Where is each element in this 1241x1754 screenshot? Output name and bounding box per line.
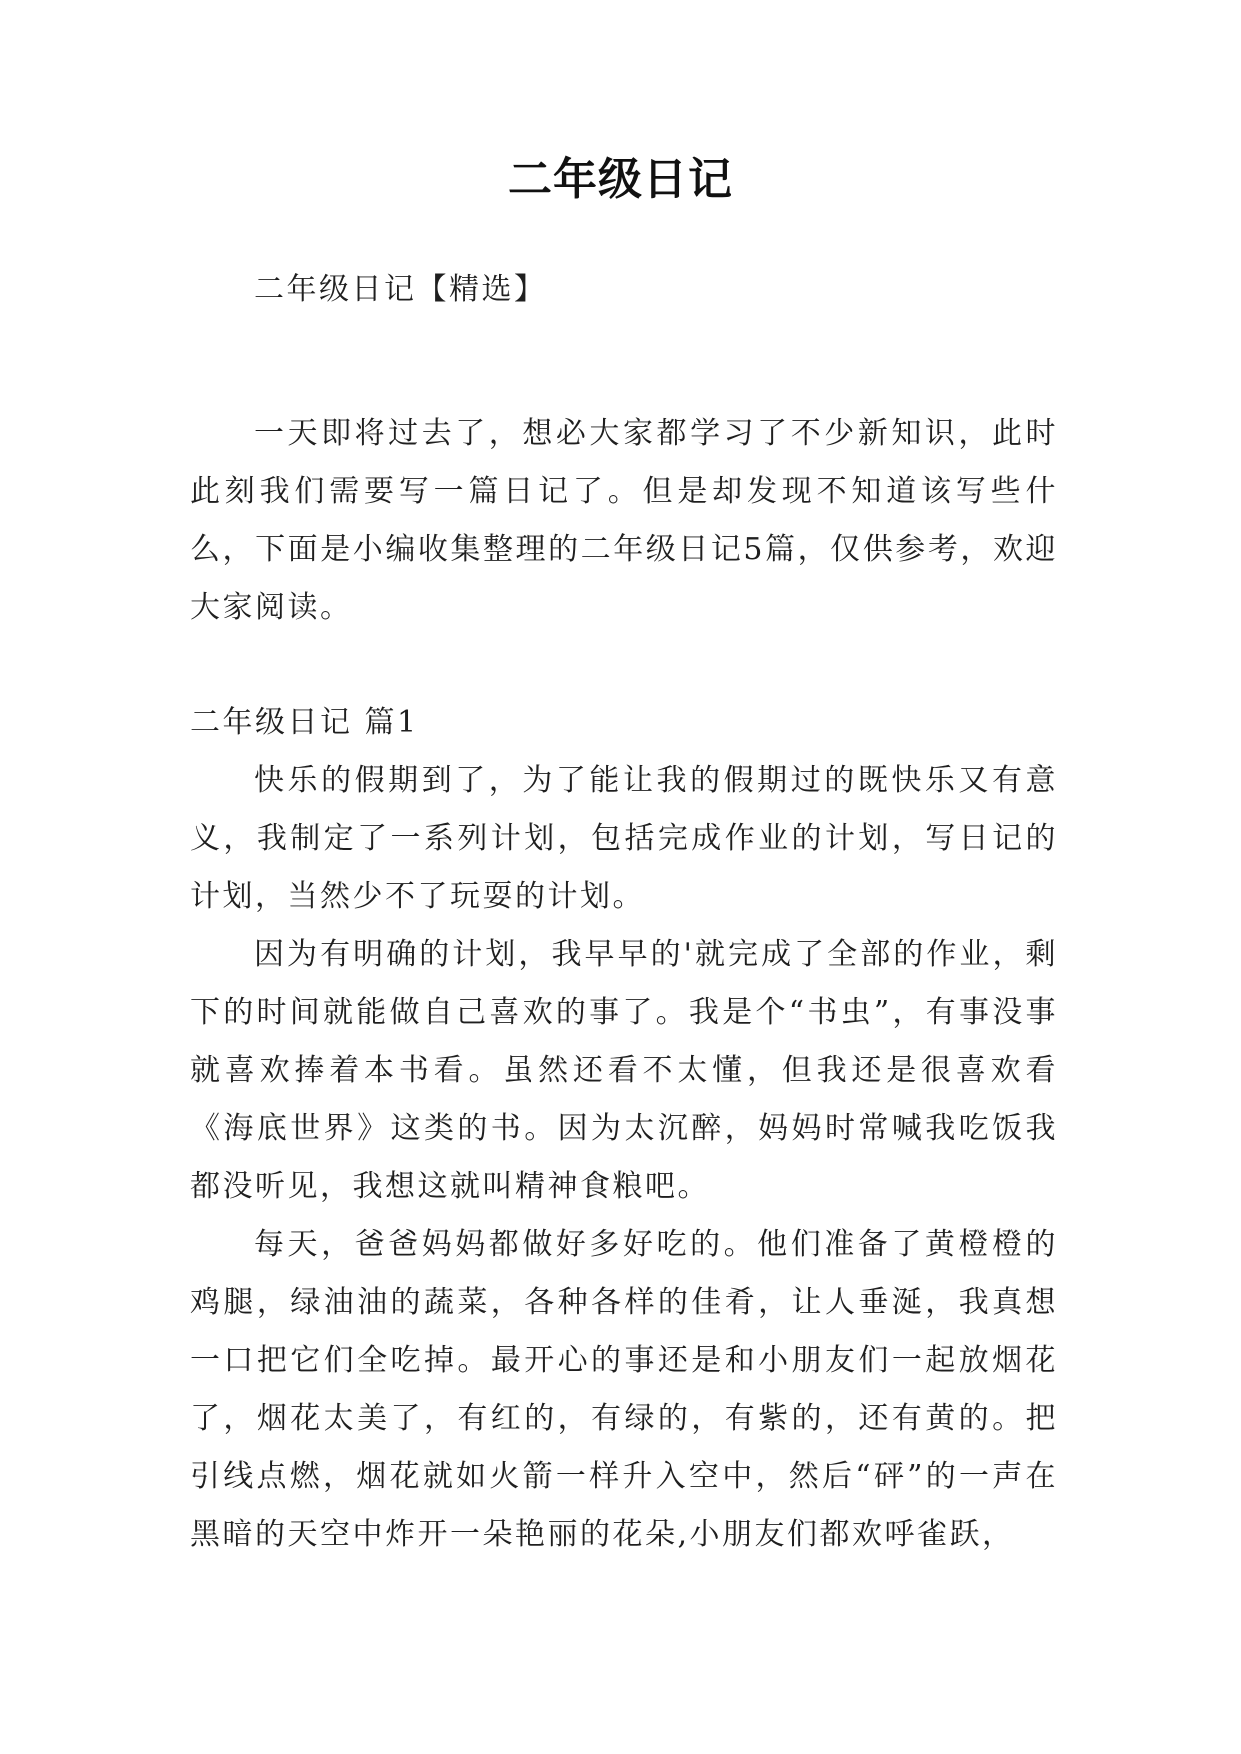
body-paragraph: 每天，爸爸妈妈都做好多好吃的。他们准备了黄橙橙的鸡腿，绿油油的蔬菜，各种各样的佳肴，让人垂涎，我真想一口把它们全吃掉。最开心的事还是和小朋友们一起放烟花了，烟花太美了，有红的，有绿的，有紫的，还有黄的。把引线点燃，烟花就如火箭一样升入空中，然后“砰”的一声在黑暗的天空中炸开一朵艳丽的花朵,小朋友们都欢呼雀跃， bbox=[190, 1227, 1058, 1552]
intro-paragraph: 一天即将过去了，想必大家都学习了不少新知识，此时此刻我们需要写一篇日记了。但是却发现不知道该写些什么，下面是小编收集整理的二年级日记5篇，仅供参考，欢迎大家阅读。 bbox=[190, 416, 1058, 625]
document-subtitle: 二年级日记【精选】 bbox=[254, 272, 547, 307]
body-paragraph: 因为有明确的计划，我早早的'就完成了全部的作业，剩下的时间就能做自己喜欢的事了。我是个“书虫”，有事没事就喜欢捧着本书看。虽然还看不太懂，但我还是很喜欢看《海底世界》这类的书。因为太沉醉，妈妈时常喊我吃饭我都没听见，我想这就叫精神食粮吧。 bbox=[190, 937, 1058, 1204]
section-heading: 二年级日记 篇1 bbox=[190, 705, 419, 740]
document-title: 二年级日记 bbox=[508, 154, 733, 205]
section-body bbox=[190, 752, 1058, 1564]
body-paragraph: 快乐的假期到了，为了能让我的假期过的既快乐又有意义，我制定了一系列计划，包括完成作业的计划，写日记的计划，当然少不了玩耍的计划。 bbox=[190, 763, 1058, 914]
